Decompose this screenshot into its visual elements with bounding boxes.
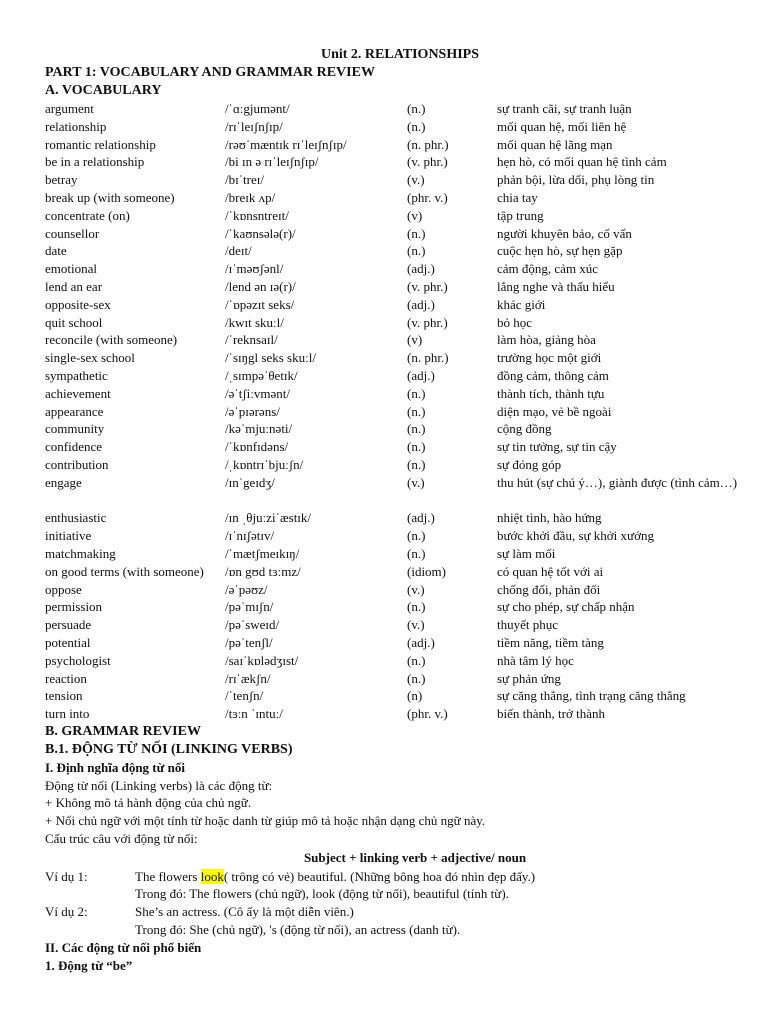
vocab-ipa: /ˈreknsaɪl/ — [225, 332, 278, 348]
vocab-pos: (n.) — [407, 599, 426, 615]
vocab-word: sympathetic — [45, 367, 108, 383]
vocab-pos: (phr. v.) — [407, 189, 448, 205]
vocab-ipa: /ˌsɪmpəˈθetɪk/ — [225, 367, 298, 383]
vocab-word: matchmaking — [45, 545, 116, 561]
document-page — [45, 46, 755, 974]
vocab-meaning: thuyết phục — [497, 617, 559, 633]
vocab-row — [45, 634, 755, 652]
vocab-ipa: /breɪk ʌp/ — [225, 189, 276, 205]
vocab-ipa: /əˈtʃiːvmənt/ — [225, 385, 290, 401]
vocab-word: reaction — [45, 670, 87, 686]
example-1 — [45, 868, 755, 886]
section-a-heading: A. VOCABULARY — [45, 83, 162, 98]
vocab-row — [45, 687, 755, 705]
vocab-meaning: sự phản ứng — [497, 670, 561, 686]
vocab-ipa: /deɪt/ — [225, 243, 252, 259]
part-heading: PART 1: VOCABULARY AND GRAMMAR REVIEW — [45, 65, 375, 80]
vocab-pos: (n) — [407, 688, 423, 704]
vocab-meaning: sự tin tưởng, sự tin cậy — [497, 439, 617, 455]
vocab-word: emotional — [45, 261, 97, 277]
vocab-meaning: lắng nghe và thấu hiểu — [497, 278, 615, 294]
vocab-ipa: /ɪˈməʊʃənl/ — [225, 261, 284, 277]
vocab-word: quit school — [45, 314, 103, 330]
vocab-row — [45, 207, 755, 225]
vocab-pos: (v.) — [407, 581, 425, 597]
vocab-row — [45, 527, 755, 545]
vocab-meaning: cảm động, cảm xúc — [497, 261, 599, 277]
vocab-word: community — [45, 421, 105, 437]
vocab-ipa: /bɪˈtreɪ/ — [225, 172, 264, 188]
vocab-word: date — [45, 243, 67, 259]
example-sentence — [135, 868, 535, 886]
vocab-row — [45, 598, 755, 616]
vocab-word: be in a relationship — [45, 154, 145, 170]
vocab-ipa: /ˈmætʃmeɪkɪŋ/ — [225, 545, 300, 561]
vocab-meaning: cộng đồng — [497, 421, 552, 437]
vocab-pos: (v.) — [407, 617, 425, 633]
vocab-meaning: đồng cảm, thông cảm — [497, 367, 609, 383]
vocab-row — [45, 652, 755, 670]
vocab-meaning: phản bội, lừa dối, phụ lòng tin — [497, 172, 655, 188]
vocab-pos: (adj.) — [407, 634, 435, 650]
example-1-explanation — [45, 885, 755, 903]
vocab-meaning: khác giới — [497, 296, 546, 312]
vocab-row — [45, 136, 755, 154]
vocab-pos: (n. phr.) — [407, 136, 449, 152]
vocab-ipa: /ˈtenʃn/ — [225, 688, 264, 704]
vocab-row — [45, 385, 755, 403]
example-label: Ví dụ 2: — [45, 904, 88, 920]
vocab-pos: (n.) — [407, 456, 426, 472]
vocab-meaning: sự tranh cãi, sự tranh luận — [497, 101, 632, 116]
vocab-pos: (n. phr.) — [407, 350, 449, 366]
be-verb-heading: 1. Động từ “be” — [45, 957, 133, 973]
vocab-row — [45, 153, 755, 171]
vocab-pos: (idiom) — [407, 563, 446, 579]
vocab-word: engage — [45, 474, 82, 490]
vocab-meaning: sự làm mối — [497, 545, 556, 561]
vocab-meaning: trường học một giới — [497, 350, 602, 366]
vocab-meaning: tiềm năng, tiềm tàng — [497, 634, 604, 650]
example-explanation-text: Trong đó: She (chủ ngữ), 's (động từ nối), an actress (danh từ). — [135, 922, 461, 938]
vocab-row — [45, 438, 755, 456]
vocab-pos: (n.) — [407, 101, 426, 116]
vocab-pos: (v.) — [407, 474, 425, 490]
vocab-meaning: biến thành, trở thành — [497, 706, 605, 722]
vocab-word: argument — [45, 101, 94, 116]
vocab-word: turn into — [45, 706, 90, 722]
vocab-pos: (v. phr.) — [407, 314, 448, 330]
vocab-word: persuade — [45, 617, 92, 633]
vocab-word: permission — [45, 599, 103, 615]
vocab-word: lend an ear — [45, 278, 103, 294]
vocab-ipa: /ɪn ˌθjuːziˈæstɪk/ — [225, 510, 312, 526]
vocab-meaning: nhiệt tình, hào hứng — [497, 510, 602, 526]
vocab-word: appearance — [45, 403, 104, 419]
vocab-meaning: hẹn hò, có mối quan hệ tình cảm — [497, 154, 667, 170]
vocab-word: tension — [45, 688, 83, 704]
vocab-pos: (adj.) — [407, 261, 435, 277]
vocab-ipa: /ˌkɒntrɪˈbjuːʃn/ — [225, 456, 304, 472]
vocab-meaning: chống đối, phản đối — [497, 581, 601, 597]
definition-line: Động từ nối (Linking verbs) là các động từ: — [45, 777, 273, 793]
vocab-pos: (n.) — [407, 670, 426, 686]
vocab-ipa: /əˈpəʊz/ — [225, 581, 268, 597]
vocab-row — [45, 100, 755, 118]
vocab-word: potential — [45, 634, 91, 650]
vocab-meaning: làm hòa, giảng hòa — [497, 332, 596, 348]
vocab-ipa: /bi ɪn ə rɪˈleɪʃnʃɪp/ — [225, 154, 319, 170]
vocab-row — [45, 616, 755, 634]
section-b-heading: B. GRAMMAR REVIEW — [45, 723, 201, 739]
vocab-row — [45, 545, 755, 563]
vocab-ipa: /rɪˈækʃn/ — [225, 670, 271, 686]
vocab-pos: (v.) — [407, 172, 425, 188]
example-2 — [45, 903, 755, 921]
vocab-row — [45, 367, 755, 385]
vocab-word: counsellor — [45, 225, 100, 241]
vocab-word: break up (with someone) — [45, 189, 175, 205]
vocab-ipa: /əˈpɪərəns/ — [225, 403, 280, 419]
definition-line: Cấu trúc câu với động từ nối: — [45, 831, 198, 847]
vocab-meaning: nhà tâm lý học — [497, 652, 574, 668]
vocab-ipa: /ˈkɒnsntreɪt/ — [225, 207, 289, 223]
vocab-pos: (n.) — [407, 652, 426, 668]
vocab-row — [45, 349, 755, 367]
vocab-row — [45, 189, 755, 207]
vocab-meaning: cuộc hẹn hò, sự hẹn gặp — [497, 243, 623, 259]
example-post: ( trông có vẻ) beautiful. (Những bông hoa đó nhìn đẹp đấy.) — [223, 868, 536, 884]
vocab-pos: (adj.) — [407, 296, 435, 312]
definition-line: + Không mô tả hành động của chủ ngữ. — [45, 795, 252, 811]
vocab-meaning: bỏ học — [497, 314, 533, 330]
vocab-pos: (n.) — [407, 528, 426, 544]
vocab-meaning: sự cho phép, sự chấp nhận — [497, 599, 635, 615]
vocab-pos: (n.) — [407, 439, 426, 455]
vocab-word: betray — [45, 172, 78, 188]
vocab-pos: (n.) — [407, 118, 426, 134]
vocab-row — [45, 403, 755, 421]
vocab-ipa: /lend ən ɪə(r)/ — [225, 278, 296, 294]
vocab-ipa: /ˈkaʊnsələ(r)/ — [225, 225, 296, 241]
definition-line: + Nối chủ ngữ với một tính từ hoặc danh từ giúp mô tả hoặc nhận dạng chủ ngữ này. — [45, 813, 486, 829]
vocab-pos: (v) — [407, 332, 423, 348]
vocab-row — [45, 670, 755, 688]
example-explanation-text: Trong đó: The flowers (chủ ngữ), look (động từ nối), beautiful (tính từ). — [135, 886, 509, 902]
definition-heading: I. Định nghĩa động từ nối — [45, 759, 186, 775]
vocab-ipa: /ˈkɒnfɪdəns/ — [225, 439, 289, 455]
vocab-meaning: bước khởi đầu, sự khởi xướng — [497, 528, 654, 544]
vocab-ipa: /pəˈsweɪd/ — [225, 617, 280, 633]
vocabulary-table — [45, 100, 755, 723]
vocab-pos: (n.) — [407, 421, 426, 437]
vocab-pos: (n.) — [407, 225, 426, 241]
vocab-row — [45, 331, 755, 349]
vocab-pos: (phr. v.) — [407, 706, 448, 722]
vocab-pos: (n.) — [407, 545, 426, 561]
vocab-pos: (adj.) — [407, 510, 435, 526]
vocab-ipa: /pəˈmɪʃn/ — [225, 599, 274, 615]
example-sentence: She’s an actress. (Cô ấy là một diễn viên.) — [135, 904, 354, 920]
vocab-word: on good terms (with someone) — [45, 563, 204, 579]
vocab-meaning: sự căng thẳng, tình trạng căng thẳng — [497, 688, 686, 704]
vocab-pos: (v. phr.) — [407, 278, 448, 294]
vocab-meaning: mối quan hệ, mối liên hệ — [497, 118, 627, 134]
vocab-row — [45, 563, 755, 581]
vocab-ipa: /ˈɒpəzɪt seks/ — [225, 296, 295, 312]
example-label: Ví dụ 1: — [45, 868, 88, 884]
page-title: Unit 2. RELATIONSHIPS — [320, 47, 480, 62]
vocab-meaning: người khuyên bảo, cố vấn — [497, 225, 632, 241]
vocab-word: opposite-sex — [45, 296, 111, 312]
structure-formula: Subject + linking verb + adjective/ noun — [303, 849, 527, 865]
highlighted-word: look — [200, 868, 224, 884]
vocab-word: romantic relationship — [45, 136, 156, 152]
vocab-pos: (v. phr.) — [407, 154, 448, 170]
vocab-word: concentrate (on) — [45, 207, 130, 223]
vocab-word: confidence — [45, 439, 103, 455]
example-2-explanation — [45, 921, 755, 939]
vocab-word: enthusiastic — [45, 510, 107, 526]
vocab-ipa: /pəˈtenʃl/ — [225, 634, 273, 650]
vocab-meaning: mối quan hệ lãng mạn — [497, 136, 613, 152]
vocab-ipa: /kwɪt skuːl/ — [225, 314, 284, 330]
vocab-row — [45, 474, 755, 510]
vocab-meaning: thu hút (sự chú ý…), giành được (tình cảm…) — [497, 474, 738, 490]
vocab-meaning: sự đóng góp — [497, 456, 562, 472]
example-pre: The flowers — [135, 868, 201, 884]
vocab-word: initiative — [45, 528, 92, 544]
vocab-pos: (n.) — [407, 385, 426, 401]
vocab-row — [45, 296, 755, 314]
vocab-word: oppose — [45, 581, 82, 597]
vocab-pos: (v) — [407, 207, 423, 223]
vocab-meaning: diện mạo, vẻ bề ngoài — [497, 403, 612, 419]
vocab-ipa: /ˈsɪŋgl seks skuːl/ — [225, 350, 316, 366]
vocab-ipa: /ɪˈnɪʃətɪv/ — [225, 528, 275, 544]
vocab-ipa: /rɪˈleɪʃnʃɪp/ — [225, 118, 283, 134]
vocab-ipa: /rəʊˈmæntɪk rɪˈleɪʃnʃɪp/ — [225, 136, 347, 152]
vocab-ipa: /tɜːn ˈɪntuː/ — [225, 706, 283, 722]
vocab-word: contribution — [45, 456, 109, 472]
vocab-row — [45, 278, 755, 296]
vocab-ipa: /saɪˈkɒlədʒɪst/ — [225, 652, 299, 668]
vocab-meaning: tập trung — [497, 207, 544, 223]
vocab-meaning: thành tích, thành tựu — [497, 385, 605, 401]
vocab-row — [45, 509, 755, 527]
b1-heading: B.1. ĐỘNG TỪ NỐI (LINKING VERBS) — [45, 741, 293, 757]
vocab-word: single-sex school — [45, 350, 135, 366]
vocab-word: relationship — [45, 118, 107, 134]
vocab-row — [45, 225, 755, 243]
vocab-pos: (n.) — [407, 403, 426, 419]
vocab-meaning: chia tay — [497, 189, 538, 205]
vocab-row — [45, 420, 755, 438]
vocab-row — [45, 118, 755, 136]
vocab-row — [45, 581, 755, 599]
vocab-word: reconcile (with someone) — [45, 332, 178, 348]
vocab-row — [45, 705, 755, 723]
vocab-meaning: có quan hệ tốt với ai — [497, 563, 604, 579]
vocab-ipa: /ɒn gʊd tɜːmz/ — [225, 563, 301, 579]
vocab-ipa: /ˈɑːgjumənt/ — [225, 101, 290, 116]
vocab-row — [45, 260, 755, 278]
vocab-row — [45, 314, 755, 332]
vocab-pos: (adj.) — [407, 367, 435, 383]
vocab-word: achievement — [45, 385, 111, 401]
vocab-row — [45, 171, 755, 189]
vocab-row — [45, 456, 755, 474]
vocab-ipa: /ɪnˈgeɪdʒ/ — [225, 474, 275, 490]
vocab-row — [45, 242, 755, 260]
vocab-ipa: /kəˈmjuːnəti/ — [225, 421, 293, 437]
vocab-pos: (n.) — [407, 243, 426, 259]
grammar-section — [45, 723, 755, 975]
common-verbs-heading: II. Các động từ nối phổ biến — [45, 939, 202, 955]
vocab-word: psychologist — [45, 652, 111, 668]
